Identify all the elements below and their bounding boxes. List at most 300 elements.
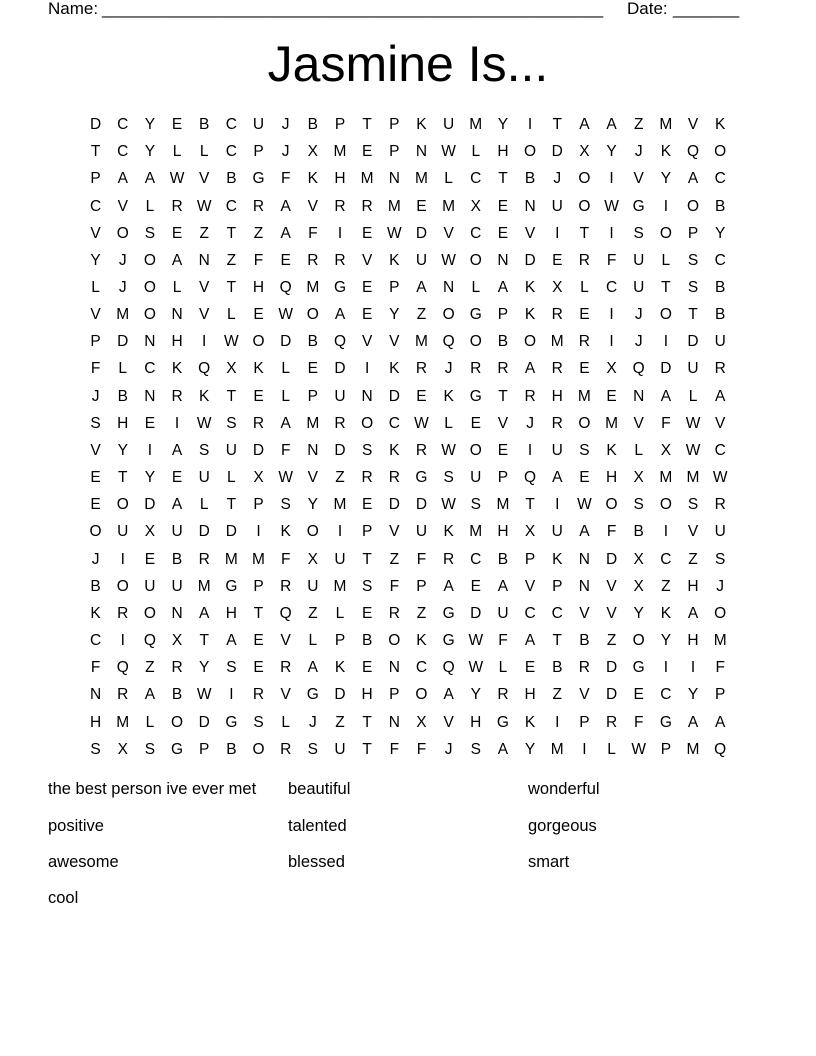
grid-letter: U	[334, 740, 346, 758]
grid-letter: P	[90, 333, 101, 351]
grid-letter: Z	[661, 577, 671, 595]
grid-letter: S	[715, 550, 726, 568]
grid-letter: W	[441, 251, 456, 269]
grid-letter: P	[253, 496, 264, 514]
grid-letter: E	[524, 659, 536, 677]
grid-letter: L	[199, 496, 209, 514]
grid-letter: P	[199, 740, 210, 758]
grid-letter: L	[580, 279, 589, 297]
grid-letter: K	[389, 251, 400, 269]
grid-letter: R	[307, 251, 319, 269]
grid-letter: T	[362, 740, 372, 758]
grid-letter: G	[442, 632, 455, 650]
grid-letter: K	[334, 659, 346, 677]
grid-letter: I	[555, 224, 560, 242]
grid-letter: V	[633, 170, 644, 188]
grid-letter: O	[143, 251, 156, 269]
grid-letter: C	[714, 441, 726, 459]
grid-letter: C	[89, 197, 102, 215]
grid-letter: X	[307, 143, 318, 161]
grid-letter: R	[388, 604, 400, 622]
grid-letter: O	[659, 496, 672, 514]
grid-letter: N	[171, 306, 183, 324]
grid-letter: E	[361, 224, 373, 242]
grid-letter: Y	[307, 496, 318, 514]
grid-letter: C	[225, 197, 237, 215]
grid-letter: H	[470, 713, 482, 731]
grid-letter: I	[690, 659, 696, 677]
word-list-item: gorgeous	[528, 817, 597, 835]
grid-letter: D	[415, 224, 428, 242]
grid-letter: I	[527, 441, 533, 459]
grid-letter: E	[361, 604, 373, 622]
grid-letter: A	[280, 197, 291, 215]
grid-letter: M	[550, 333, 564, 351]
grid-letter: U	[551, 523, 563, 541]
grid-letter: Z	[308, 604, 318, 622]
grid-letter: H	[687, 632, 699, 650]
grid-letter: A	[497, 279, 509, 297]
grid-letter: O	[469, 251, 482, 269]
grid-letter: R	[551, 306, 563, 324]
grid-letter: P	[660, 740, 672, 758]
grid-letter: K	[524, 713, 536, 731]
grid-letter: N	[361, 387, 373, 405]
grid-letter: J	[91, 387, 100, 405]
grid-letter: L	[172, 279, 182, 297]
grid-letter: W	[577, 496, 592, 514]
grid-letter: K	[253, 360, 264, 378]
letter-grid	[82, 111, 734, 763]
grid-letter: L	[281, 360, 290, 378]
grid-letter: O	[442, 306, 455, 324]
grid-letter: R	[415, 441, 428, 459]
grid-letter: M	[387, 197, 401, 215]
grid-letter: I	[609, 333, 614, 351]
grid-letter: R	[334, 414, 346, 432]
grid-letter: E	[606, 387, 617, 405]
grid-letter: A	[497, 577, 509, 595]
grid-letter: O	[252, 740, 265, 758]
grid-letter: A	[416, 279, 427, 297]
grid-letter: Z	[416, 604, 427, 622]
grid-letter: X	[606, 360, 617, 378]
grid-letter: F	[416, 740, 427, 758]
grid-letter: E	[361, 143, 373, 161]
grid-letter: J	[526, 414, 534, 432]
date-blank-line: _______	[673, 0, 740, 18]
grid-letter: W	[278, 469, 293, 487]
grid-letter: Y	[660, 632, 672, 650]
grid-letter: P	[715, 686, 726, 704]
grid-letter: Z	[226, 251, 237, 269]
grid-letter: R	[280, 577, 292, 595]
grid-letter: E	[416, 387, 427, 405]
page-title: Jasmine Is...	[267, 36, 549, 92]
grid-letter: K	[280, 523, 291, 541]
grid-letter: R	[334, 197, 346, 215]
grid-letter: L	[335, 604, 345, 622]
grid-letter: Y	[687, 686, 699, 704]
grid-row	[82, 491, 734, 518]
grid-letter: L	[471, 143, 481, 161]
grid-letter: O	[469, 441, 482, 459]
grid-letter: D	[117, 333, 129, 351]
grid-letter: E	[171, 469, 183, 487]
grid-letter: B	[715, 306, 726, 324]
grid-letter: X	[253, 469, 264, 487]
grid-letter: P	[90, 170, 101, 188]
grid-letter: B	[524, 170, 536, 188]
grid-letter: L	[444, 170, 453, 188]
grid-letter: X	[226, 360, 237, 378]
grid-letter: Y	[715, 224, 726, 242]
grid-letter: V	[715, 414, 726, 432]
grid-letter: E	[470, 414, 481, 432]
grid-letter: R	[551, 360, 563, 378]
grid-letter: V	[361, 333, 373, 351]
grid-letter: D	[198, 713, 210, 731]
grid-letter: A	[443, 577, 454, 595]
grid-letter: Q	[524, 469, 537, 487]
grid-letter: X	[524, 523, 536, 541]
grid-letter: T	[226, 224, 237, 242]
grid-letter: M	[414, 170, 428, 188]
grid-letter: W	[441, 441, 456, 459]
grid-letter: U	[198, 469, 210, 487]
grid-letter: I	[174, 414, 180, 432]
grid-letter: R	[252, 686, 265, 704]
grid-letter: D	[334, 360, 346, 378]
grid-letter: E	[361, 279, 373, 297]
grid-letter: K	[524, 306, 536, 324]
date-label: Date:	[627, 0, 668, 18]
grid-letter: G	[496, 713, 509, 731]
grid-letter: U	[415, 251, 428, 269]
grid-letter: X	[416, 713, 427, 731]
grid-letter: O	[143, 306, 156, 324]
grid-letter: V	[524, 577, 536, 595]
grid-letter: A	[687, 170, 699, 188]
grid-letter: M	[686, 469, 700, 487]
grid-letter: J	[281, 116, 290, 134]
grid-letter: Q	[198, 360, 211, 378]
grid-letter: F	[606, 251, 617, 269]
word-list-item: beautiful	[288, 780, 351, 798]
grid-letter: D	[388, 387, 400, 405]
grid-letter: G	[442, 604, 455, 622]
grid-letter: O	[171, 713, 184, 731]
grid-letter: H	[252, 279, 265, 297]
grid-letter: U	[633, 251, 645, 269]
grid-letter: Z	[335, 469, 345, 487]
grid-letter: X	[660, 441, 672, 459]
grid-letter: A	[660, 387, 672, 405]
grid-letter: C	[470, 170, 482, 188]
grid-letter: L	[444, 414, 453, 432]
grid-letter: D	[252, 441, 265, 459]
grid-letter: N	[307, 441, 319, 459]
grid-letter: D	[198, 523, 210, 541]
grid-letter: T	[362, 550, 372, 568]
grid-letter: D	[470, 604, 482, 622]
grid-letter: S	[470, 740, 481, 758]
grid-letter: R	[605, 713, 618, 731]
header	[0, 0, 816, 20]
grid-row	[82, 518, 734, 545]
grid-letter: E	[633, 686, 644, 704]
grid-letter: K	[171, 360, 183, 378]
grid-letter: M	[659, 116, 673, 134]
grid-letter: Q	[632, 360, 645, 378]
grid-letter: Q	[333, 333, 347, 351]
grid-letter: T	[118, 469, 128, 487]
grid-letter: X	[117, 740, 128, 758]
grid-letter: T	[688, 306, 698, 324]
grid-letter: Y	[144, 143, 156, 161]
grid-letter: J	[444, 740, 453, 758]
grid-letter: P	[307, 387, 318, 405]
grid-letter: S	[361, 577, 373, 595]
grid-letter: M	[550, 740, 564, 758]
grid-row	[82, 383, 734, 410]
grid-letter: Q	[279, 279, 292, 297]
grid-letter: L	[281, 713, 290, 731]
grid-letter: R	[252, 414, 265, 432]
grid-letter: G	[469, 387, 482, 405]
grid-letter: O	[469, 333, 482, 351]
grid-letter: R	[497, 360, 509, 378]
grid-letter: E	[280, 251, 291, 269]
grid-letter: N	[443, 279, 455, 297]
grid-letter: E	[171, 116, 183, 134]
grid-letter: A	[579, 523, 590, 541]
grid-letter: F	[715, 659, 725, 677]
grid-letter: S	[144, 740, 156, 758]
grid-letter: C	[714, 251, 726, 269]
grid-letter: M	[659, 469, 673, 487]
grid-letter: V	[633, 414, 644, 432]
grid-letter: P	[497, 469, 509, 487]
grid-letter: U	[334, 550, 346, 568]
grid-letter: S	[687, 279, 699, 297]
grid-letter: N	[388, 713, 400, 731]
grid-letter: I	[555, 496, 560, 514]
grid-letter: B	[171, 550, 183, 568]
grid-letter: H	[334, 170, 346, 188]
grid-row	[82, 600, 734, 627]
grid-letter: G	[252, 170, 265, 188]
grid-letter: P	[497, 306, 509, 324]
grid-letter: W	[685, 414, 701, 432]
grid-letter: N	[415, 143, 428, 161]
grid-letter: D	[605, 659, 618, 677]
grid-letter: T	[552, 116, 562, 134]
grid-letter: G	[632, 659, 645, 677]
word-list-item: wonderful	[528, 780, 600, 798]
grid-letter: J	[308, 713, 317, 731]
grid-letter: N	[144, 333, 156, 351]
grid-letter: N	[633, 387, 645, 405]
grid-letter: Q	[714, 740, 727, 758]
grid-letter: V	[307, 469, 318, 487]
grid-letter: H	[171, 333, 183, 351]
grid-letter: F	[498, 632, 508, 650]
grid-letter: I	[663, 659, 669, 677]
grid-letter: I	[229, 686, 234, 704]
grid-letter: T	[226, 387, 237, 405]
grid-letter: O	[714, 143, 727, 161]
grid-letter: Y	[470, 686, 481, 704]
grid-letter: B	[497, 550, 509, 568]
grid-letter: S	[579, 441, 590, 459]
grid-letter: B	[226, 170, 237, 188]
grid-letter: P	[552, 577, 563, 595]
grid-letter: D	[89, 116, 102, 134]
grid-letter: L	[118, 360, 128, 378]
grid-letter: M	[469, 523, 483, 541]
grid-letter: O	[605, 496, 618, 514]
grid-letter: Z	[253, 224, 264, 242]
grid-letter: A	[687, 604, 699, 622]
grid-letter: U	[714, 523, 726, 541]
grid-letter: I	[609, 306, 614, 324]
grid-letter: F	[280, 170, 291, 188]
grid-letter: U	[714, 333, 726, 351]
grid-letter: J	[634, 143, 643, 161]
grid-letter: A	[226, 632, 237, 650]
grid-letter: N	[388, 170, 400, 188]
grid-letter: O	[361, 414, 374, 432]
grid-letter: F	[308, 224, 318, 242]
grid-letter: W	[604, 197, 619, 215]
grid-letter: G	[306, 686, 319, 704]
grid-letter: D	[388, 496, 400, 514]
grid-letter: L	[227, 306, 236, 324]
grid-letter: K	[416, 632, 427, 650]
grid-letter: W	[685, 441, 701, 459]
grid-letter: X	[171, 632, 183, 650]
grid-letter: M	[686, 740, 700, 758]
grid-letter: T	[661, 279, 671, 297]
grid-letter: G	[659, 713, 672, 731]
grid-letter: P	[253, 577, 264, 595]
grid-letter: M	[713, 632, 727, 650]
grid-letter: V	[687, 523, 699, 541]
grid-letter: E	[253, 632, 264, 650]
grid-letter: U	[144, 577, 156, 595]
grid-letter: M	[333, 496, 347, 514]
grid-letter: C	[89, 632, 102, 650]
grid-letter: F	[90, 659, 101, 677]
grid-letter: B	[226, 740, 237, 758]
grid-letter: C	[524, 604, 536, 622]
grid-letter: H	[117, 414, 129, 432]
grid-letter: R	[171, 197, 183, 215]
grid-letter: S	[199, 441, 210, 459]
grid-letter: V	[497, 414, 509, 432]
grid-letter: B	[117, 387, 128, 405]
grid-letter: C	[225, 143, 237, 161]
grid-letter: E	[361, 659, 373, 677]
grid-letter: D	[605, 686, 618, 704]
grid-letter: Q	[116, 659, 129, 677]
grid-letter: Y	[606, 143, 617, 161]
grid-row	[82, 355, 734, 382]
grid-row	[82, 274, 734, 301]
grid-letter: K	[443, 523, 454, 541]
grid-letter: I	[582, 740, 587, 758]
grid-letter: U	[551, 441, 563, 459]
grid-row	[82, 708, 734, 735]
grid-letter: T	[253, 604, 264, 622]
grid-letter: C	[470, 224, 482, 242]
grid-letter: M	[442, 197, 456, 215]
grid-letter: A	[715, 387, 726, 405]
grid-letter: R	[171, 659, 183, 677]
grid-row	[82, 328, 734, 355]
grid-letter: U	[171, 523, 183, 541]
grid-letter: S	[307, 740, 318, 758]
grid-letter: H	[361, 686, 373, 704]
grid-letter: D	[415, 496, 428, 514]
grid-letter: X	[633, 550, 644, 568]
grid-letter: K	[90, 604, 101, 622]
grid-letter: Z	[199, 224, 209, 242]
grid-letter: M	[360, 170, 374, 188]
grid-letter: E	[579, 360, 590, 378]
grid-letter: T	[498, 170, 508, 188]
grid-letter: P	[389, 686, 400, 704]
grid-letter: V	[280, 686, 291, 704]
grid-letter: G	[225, 713, 238, 731]
grid-letter: K	[524, 279, 536, 297]
grid-letter: I	[609, 170, 614, 188]
grid-letter: A	[144, 686, 156, 704]
grid-row	[82, 654, 734, 681]
grid-letter: R	[497, 686, 509, 704]
grid-letter: F	[253, 251, 264, 269]
grid-letter: N	[89, 686, 102, 704]
grid-letter: E	[361, 306, 373, 324]
grid-letter: J	[716, 577, 725, 595]
grid-letter: E	[144, 550, 156, 568]
grid-letter: V	[606, 577, 617, 595]
grid-letter: M	[116, 713, 130, 731]
grid-letter: F	[606, 523, 617, 541]
grid-letter: V	[579, 686, 590, 704]
grid-letter: A	[171, 496, 183, 514]
grid-letter: C	[714, 170, 726, 188]
grid-letter: W	[196, 414, 212, 432]
grid-letter: B	[361, 632, 373, 650]
grid-letter: A	[687, 713, 699, 731]
grid-letter: U	[225, 441, 237, 459]
grid-letter: M	[605, 414, 618, 432]
grid-letter: F	[389, 740, 400, 758]
grid-letter: S	[687, 251, 699, 269]
grid-letter: E	[144, 414, 156, 432]
grid-letter: K	[715, 116, 726, 134]
grid-letter: I	[120, 550, 125, 568]
grid-letter: W	[224, 333, 239, 351]
grid-row	[82, 247, 734, 274]
grid-letter: B	[171, 686, 183, 704]
grid-letter: U	[497, 604, 509, 622]
grid-letter: K	[199, 387, 210, 405]
grid-letter: U	[117, 523, 129, 541]
grid-letter: M	[333, 143, 347, 161]
